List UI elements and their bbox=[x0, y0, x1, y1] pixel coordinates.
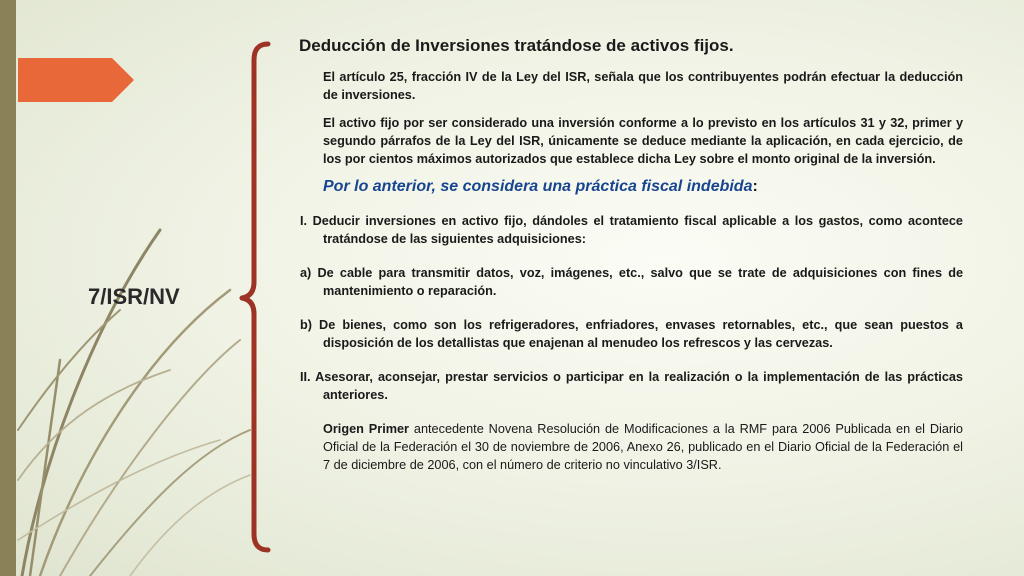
grass-stroke bbox=[18, 310, 120, 430]
paragraph: El artículo 25, fracción IV de la Ley del ISR, señala que los contribuyentes podrán efectuar la deducción de inversiones. bbox=[323, 70, 963, 102]
grass-stroke bbox=[130, 475, 250, 576]
list-item: a) De cable para transmitir datos, voz, imágenes, etc., salvo que se trate de adquisiciones con fines de mantenimiento o reparación. bbox=[300, 266, 963, 298]
conclusion-statement bbox=[323, 178, 963, 196]
grass-stroke bbox=[18, 440, 220, 540]
list-item: II. Asesorar, aconsejar, prestar servicios o participar en la realización o la implementación de las prácticas anteriores. bbox=[300, 370, 963, 402]
grass-stroke bbox=[90, 430, 250, 576]
list-item: b) De bienes, como son los refrigeradores, enfriadores, envases retornables, etc., que sean puestos a disposición de los detallistas que enajenan al menudeo los refrescos y las cervezas. bbox=[300, 318, 963, 350]
origin-text: antecedente Novena Resolución de Modificaciones a la RMF para 2006 Publicada en el Diario Oficial de la Federación el 30 de noviembre de 2006, Anexo 26, publicado en el Diario Oficial de la Federación el 7 de diciembre de 2006, con el número de criterio no vinculativo 3/ISR. bbox=[323, 422, 963, 472]
origin-note bbox=[323, 420, 963, 474]
conclusion-colon: : bbox=[752, 178, 758, 195]
origin-label: Origen Primer bbox=[323, 422, 409, 436]
paragraph: El activo fijo por ser considerado una inversión conforme a lo previsto en los artículos 31 y 32, primer y segundo párrafos de la Ley del ISR, únicamente se deduce mediante la aplicación, en cada ejercicio, de los por cientos máximos autorizados que establece dicha Ley sobre el monto original de la inversión. bbox=[323, 116, 963, 166]
grass-stroke bbox=[60, 340, 240, 576]
criterion-code-label: 7/ISR/NV bbox=[88, 284, 180, 309]
grass-stroke bbox=[18, 370, 170, 480]
orange-arrow-tab bbox=[18, 58, 134, 102]
list-item: I. Deducir inversiones en activo fijo, dándoles el tratamiento fiscal aplicable a los gastos, como acontece tratándose de las siguientes adquisiciones: bbox=[300, 214, 963, 246]
conclusion-text: Por lo anterior, se considera una práctica fiscal indebida bbox=[323, 178, 753, 195]
main-content bbox=[300, 36, 963, 474]
section-heading: Deducción de Inversiones tratándose de activos fijos. bbox=[299, 36, 734, 55]
curly-bracket bbox=[242, 44, 268, 550]
grass-stroke bbox=[40, 290, 230, 576]
